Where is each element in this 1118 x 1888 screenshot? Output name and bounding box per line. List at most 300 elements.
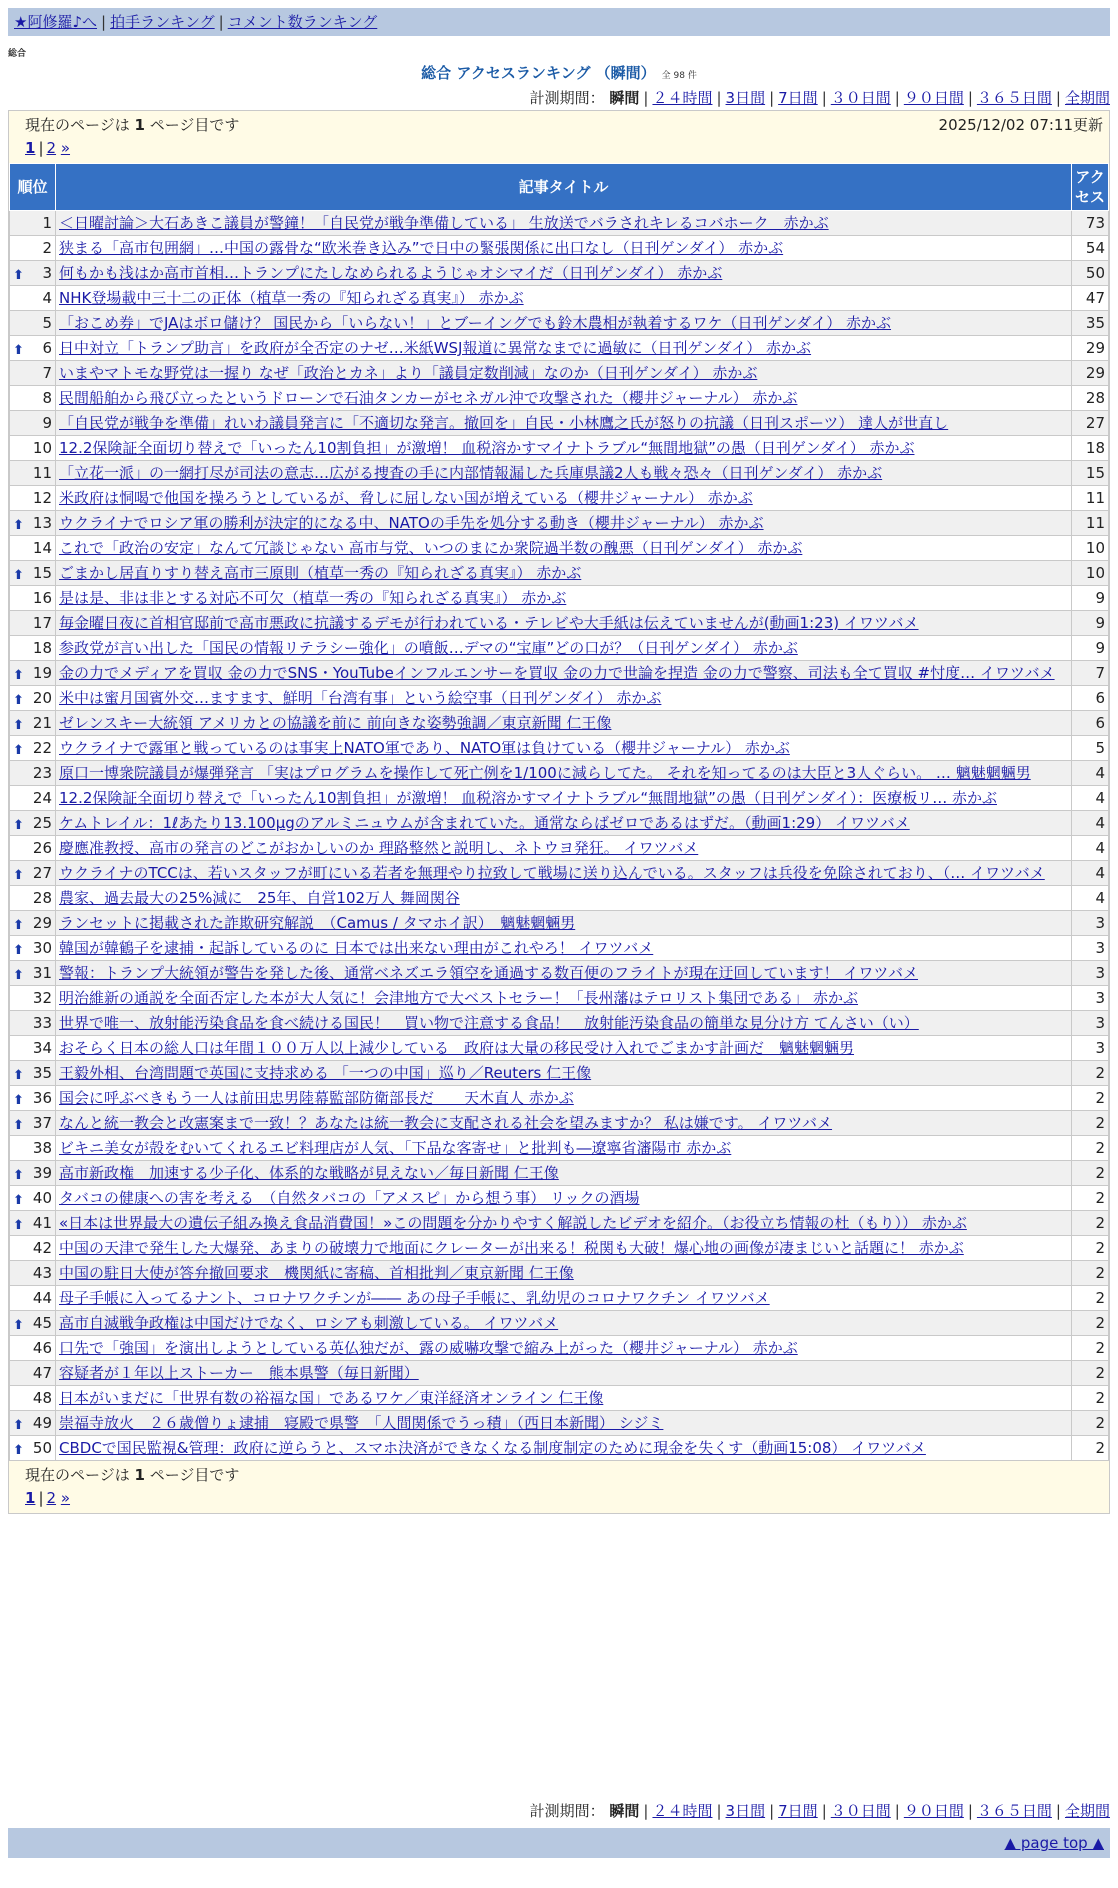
- article-title-link[interactable]: 農家、過去最大の25%減に 25年、自営102万人 舞岡関谷: [59, 889, 460, 907]
- table-row: [10, 536, 1109, 561]
- access-count: 10: [1072, 561, 1109, 586]
- title-cell: [56, 711, 1072, 736]
- rank-number: 32: [32, 989, 52, 1007]
- rank-cell: [10, 1061, 56, 1086]
- period-3d-link[interactable]: 3日間: [725, 89, 766, 107]
- access-count: 29: [1072, 336, 1109, 361]
- rank-cell: [10, 511, 56, 536]
- pager-top: [9, 111, 1109, 163]
- rank-up-arrow-icon: ⬆: [13, 918, 24, 933]
- article-title-link[interactable]: 韓国が韓鶴子を逮捕・起訴しているのに 日本では出来ない理由がこれやろ！ イワツバメ: [59, 939, 654, 957]
- table-row: [10, 1336, 1109, 1361]
- table-row: [10, 736, 1109, 761]
- access-count: 11: [1072, 486, 1109, 511]
- access-count: 3: [1072, 911, 1109, 936]
- article-title-link[interactable]: 参政党が言い出した「国民の情報リテラシー強化」の噴飯…デマの“宝庫”どの口が？（日刊ゲンダイ） 赤かぶ: [59, 639, 798, 657]
- ranking-panel: [8, 110, 1110, 1514]
- page-1-link[interactable]: 1: [25, 139, 36, 157]
- table-row: [10, 411, 1109, 436]
- table-row: [10, 561, 1109, 586]
- title-cell: [56, 686, 1072, 711]
- article-title-link[interactable]: 「立花一派」の一網打尽が司法の意志…広がる捜査の手に内部情報漏した兵庫県議2人も戦々恐々（日刊ゲンダイ） 赤かぶ: [59, 464, 883, 482]
- article-title-link[interactable]: ゼレンスキー大統領 アメリカとの協議を前に 前向きな姿勢強調／東京新聞 仁王像: [59, 714, 612, 732]
- rank-up-arrow-icon: ⬆: [13, 268, 24, 283]
- period-90d-link[interactable]: ９０日間: [903, 1802, 964, 1820]
- table-row: [10, 1361, 1109, 1386]
- period-label: 計測期間：: [529, 89, 605, 107]
- title-cell: [56, 1061, 1072, 1086]
- article-title-link[interactable]: 高市新政権 加速する少子化、体系的な戦略が見えない／毎日新聞 仁王像: [59, 1164, 559, 1182]
- rank-number: 21: [32, 714, 52, 732]
- rank-number: 18: [32, 639, 52, 657]
- nav-separator: |: [218, 13, 224, 31]
- rank-cell: [10, 1086, 56, 1111]
- table-row: [10, 686, 1109, 711]
- rank-cell: [10, 261, 56, 286]
- access-count: 3: [1072, 961, 1109, 986]
- access-count: 73: [1072, 211, 1109, 236]
- access-header: アクセス: [1072, 164, 1109, 211]
- ranking-table-body: [10, 211, 1109, 1461]
- title-cell: [56, 861, 1072, 886]
- rank-header: 順位: [10, 164, 56, 211]
- pager-status: 現在のページは 1 ページ目です: [25, 116, 240, 134]
- access-count: 50: [1072, 261, 1109, 286]
- title-cell: [56, 1336, 1072, 1361]
- title-header: 記事タイトル: [56, 164, 1072, 211]
- rank-cell: [10, 1011, 56, 1036]
- rank-cell: [10, 536, 56, 561]
- period-365d-link[interactable]: ３６５日間: [976, 1802, 1052, 1820]
- access-count: 3: [1072, 1036, 1109, 1061]
- article-title-link[interactable]: 崇福寺放火 ２６歳僧りょ逮捕 寝殿で県警 「人間関係でうっ積」（西日本新聞） シジミ: [59, 1414, 664, 1432]
- title-cell: [56, 736, 1072, 761]
- rank-cell: [10, 411, 56, 436]
- next-page-link[interactable]: »: [60, 139, 71, 157]
- rank-up-arrow-icon: ⬆: [13, 693, 24, 708]
- access-count: 2: [1072, 1361, 1109, 1386]
- rank-cell: [10, 336, 56, 361]
- access-count: 2: [1072, 1261, 1109, 1286]
- article-title-link[interactable]: 毎金曜日夜に首相官邸前で高市悪政に抗議するデモが行われている・テレビや大手紙は伝えていませんが(動画1:23) イワツバメ: [59, 614, 919, 632]
- rank-cell: [10, 1186, 56, 1211]
- table-row: [10, 1161, 1109, 1186]
- access-count: 7: [1072, 661, 1109, 686]
- table-row: [10, 586, 1109, 611]
- title-cell: [56, 936, 1072, 961]
- rank-number: 25: [32, 814, 52, 832]
- rank-cell: [10, 661, 56, 686]
- article-title-link[interactable]: CBDCで国民監視&管理：政府に逆らうと、スマホ決済ができなくなる制度制定のために現金を失くす（動画15:08） イワツバメ: [59, 1439, 926, 1457]
- rank-cell: [10, 911, 56, 936]
- rank-cell: [10, 861, 56, 886]
- rank-number: 44: [32, 1289, 52, 1307]
- rank-number: 17: [32, 614, 52, 632]
- table-row: [10, 286, 1109, 311]
- table-row: [10, 711, 1109, 736]
- article-title-link[interactable]: 母子手帳に入ってるナント、コロナワクチンが―― あの母子手帳に、乳幼児のコロナワクチン イワツバメ: [59, 1289, 770, 1307]
- period-24h-link[interactable]: ２４時間: [652, 1802, 713, 1820]
- title-cell: [56, 986, 1072, 1011]
- article-title-link[interactable]: いまやマトモな野党は一握り なぜ「政治とカネ」より「議員定数削減」なのか（日刊ゲンダイ） 赤かぶ: [59, 364, 758, 382]
- period-3d-link[interactable]: 3日間: [725, 1802, 766, 1820]
- rank-cell: [10, 461, 56, 486]
- article-title-link[interactable]: 12.2保険証全面切り替えで「いったん10割負担」が激増！ 血税溶かすマイナトラブル“無間地獄”の愚（日刊ゲンダイ） 赤かぶ: [59, 439, 915, 457]
- article-title-link[interactable]: 慶應准教授、高市の発言のどこがおかしいのか 理路整然と説明し、ネトウヨ発狂。 イワツバメ: [59, 839, 699, 857]
- rank-number: 8: [42, 389, 52, 407]
- title-cell: [56, 536, 1072, 561]
- access-count: 2: [1072, 1086, 1109, 1111]
- article-title-link[interactable]: 金の力でメディアを買収 金の力でSNS・YouTubeインフルエンサーを買収 金の力で世論を捏造 金の力で警察、司法も全て買収 #忖度… イワツバメ: [59, 664, 1055, 682]
- access-count: 27: [1072, 411, 1109, 436]
- title-cell: [56, 836, 1072, 861]
- access-count: 3: [1072, 1011, 1109, 1036]
- title-cell: [56, 961, 1072, 986]
- table-header-row: [10, 164, 1109, 211]
- article-title-link[interactable]: 容疑者が１年以上ストーカー 熊本県警（毎日新聞）: [59, 1364, 419, 1382]
- article-title-link[interactable]: 明治維新の通説を全面否定した本が大人気に！会津地方で大ベストセラー！「長州藩はテロリスト集団である」 赤かぶ: [59, 989, 859, 1007]
- title-cell: [56, 636, 1072, 661]
- period-current: 瞬間: [609, 89, 640, 107]
- rank-number: 15: [32, 564, 52, 582]
- rank-number: 33: [32, 1014, 52, 1032]
- article-title-link[interactable]: NHK登場載中三十二の正体（植草一秀の『知られざる真実』） 赤かぶ: [59, 289, 524, 307]
- period-all-link[interactable]: 全期間: [1064, 1802, 1110, 1820]
- article-title-link[interactable]: 王毅外相、台湾問題で英国に支持求める 「一つの中国」巡り／Reuters 仁王像: [59, 1064, 592, 1082]
- article-title-link[interactable]: 日中対立「トランプ助言」を政府が全否定のナゼ…米紙WSJ報道に異常なまでに過敏に（日刊ゲンダイ） 赤かぶ: [59, 339, 812, 357]
- rank-cell: [10, 1286, 56, 1311]
- rank-number: 6: [42, 339, 52, 357]
- article-title-link[interactable]: ウクライナのTCCは、若いスタッフが町にいる若者を無理やり拉致して戦場に送り込んでいる。スタッフは兵役を免除されており、（… イワツバメ: [59, 864, 1045, 882]
- title-cell: [56, 286, 1072, 311]
- access-count: 2: [1072, 1436, 1109, 1461]
- pager-numbers: 1 | 2 »: [25, 1489, 71, 1507]
- rank-up-arrow-icon: ⬆: [13, 968, 24, 983]
- article-title-link[interactable]: ケムトレイル：1ℓあたり13.100μgのアルミニュウムが含まれていた。通常ならばゼロであるはずだ。（動画1:29） イワツバメ: [59, 814, 910, 832]
- table-row: [10, 786, 1109, 811]
- access-count: 47: [1072, 286, 1109, 311]
- table-row: [10, 361, 1109, 386]
- access-count: 2: [1072, 1161, 1109, 1186]
- title-cell: [56, 336, 1072, 361]
- rank-cell: [10, 986, 56, 1011]
- rank-up-arrow-icon: ⬆: [13, 1193, 24, 1208]
- rank-number: 14: [32, 539, 52, 557]
- title-cell: [56, 486, 1072, 511]
- access-count: 15: [1072, 461, 1109, 486]
- rank-cell: [10, 236, 56, 261]
- period-current: 瞬間: [609, 1802, 640, 1820]
- rank-number: 35: [32, 1064, 52, 1082]
- rank-cell: [10, 1211, 56, 1236]
- article-title-link[interactable]: 何もかも浅はか高市首相…トランプにたしなめられるようじゃオシマイだ（日刊ゲンダイ） 赤かぶ: [59, 264, 723, 282]
- period-365d-link[interactable]: ３６５日間: [976, 89, 1052, 107]
- table-row: [10, 936, 1109, 961]
- page-top-link[interactable]: ▲ page top ▲: [1004, 1834, 1104, 1852]
- rank-number: 42: [32, 1239, 52, 1257]
- rank-up-arrow-icon: ⬆: [13, 1218, 24, 1233]
- rank-cell: [10, 786, 56, 811]
- rank-up-arrow-icon: ⬆: [13, 718, 24, 733]
- article-title-link[interactable]: 是は是、非は非とする対応不可欠（植草一秀の『知られざる真実』） 赤かぶ: [59, 589, 567, 607]
- rank-number: 27: [32, 864, 52, 882]
- table-row: [10, 986, 1109, 1011]
- table-row: [10, 911, 1109, 936]
- title-cell: [56, 1411, 1072, 1436]
- title-cell: [56, 886, 1072, 911]
- rank-up-arrow-icon: ⬆: [13, 1118, 24, 1133]
- rank-cell: [10, 1436, 56, 1461]
- title-cell: [56, 586, 1072, 611]
- title-cell: [56, 361, 1072, 386]
- table-row: [10, 1036, 1109, 1061]
- rank-up-arrow-icon: ⬆: [13, 1068, 24, 1083]
- period-7d-link[interactable]: 7日間: [778, 89, 818, 107]
- title-cell: [56, 1136, 1072, 1161]
- rank-number: 30: [32, 939, 52, 957]
- table-row: [10, 1136, 1109, 1161]
- period-90d-link[interactable]: ９０日間: [903, 89, 964, 107]
- rank-cell: [10, 836, 56, 861]
- rank-number: 3: [42, 264, 52, 282]
- clap-ranking-link[interactable]: 拍手ランキング: [110, 13, 215, 31]
- title-cell: [56, 436, 1072, 461]
- title-cell: [56, 1311, 1072, 1336]
- table-row: [10, 1061, 1109, 1086]
- title-cell: [56, 411, 1072, 436]
- title-cell: [56, 386, 1072, 411]
- article-title-link[interactable]: 12.2保険証全面切り替えで「いったん10割負担」が激増！ 血税溶かすマイナトラブル“無間地獄”の愚（日刊ゲンダイ）：医療板リ… 赤かぶ: [59, 789, 997, 807]
- rank-number: 41: [32, 1214, 52, 1232]
- rank-number: 46: [32, 1339, 52, 1357]
- article-title-link[interactable]: 中国の駐日大使が答弁撤回要求 機関紙に寄稿、首相批判／東京新聞 仁王像: [59, 1264, 574, 1282]
- home-link[interactable]: ★阿修羅♪へ: [14, 13, 98, 31]
- rank-number: 1: [42, 214, 52, 232]
- article-title-link[interactable]: 米政府は恫喝で他国を操ろうとしているが、脅しに屈しない国が増えている（櫻井ジャーナル） 赤かぶ: [59, 489, 753, 507]
- rank-cell: [10, 311, 56, 336]
- table-row: [10, 861, 1109, 886]
- title-cell: [56, 1186, 1072, 1211]
- rank-cell: [10, 761, 56, 786]
- rank-number: 5: [42, 314, 52, 332]
- rank-cell: [10, 961, 56, 986]
- rank-number: 50: [32, 1439, 52, 1457]
- rank-number: 49: [32, 1414, 52, 1432]
- rank-cell: [10, 1136, 56, 1161]
- rank-cell: [10, 1336, 56, 1361]
- rank-up-arrow-icon: ⬆: [13, 1443, 24, 1458]
- period-all-link[interactable]: 全期間: [1064, 89, 1110, 107]
- rank-number: 40: [32, 1189, 52, 1207]
- access-count: 28: [1072, 386, 1109, 411]
- rank-up-arrow-icon: ⬆: [13, 668, 24, 683]
- rank-number: 12: [32, 489, 52, 507]
- table-row: [10, 1186, 1109, 1211]
- access-count: 4: [1072, 861, 1109, 886]
- rank-up-arrow-icon: ⬆: [13, 518, 24, 533]
- title-cell: [56, 611, 1072, 636]
- access-count: 54: [1072, 236, 1109, 261]
- rank-cell: [10, 936, 56, 961]
- rank-cell: [10, 711, 56, 736]
- access-count: 2: [1072, 1386, 1109, 1411]
- access-count: 35: [1072, 311, 1109, 336]
- period-30d-link[interactable]: ３０日間: [830, 89, 891, 107]
- table-row: [10, 1086, 1109, 1111]
- title-cell: [56, 1286, 1072, 1311]
- article-title-link[interactable]: 世界で唯一、放射能汚染食品を食べ続ける国民！ 買い物で注意する食品！ 放射能汚染食品の簡単な見分け方 てんさい（い）: [59, 1014, 919, 1032]
- page-title-row: [0, 62, 1118, 83]
- access-count: 2: [1072, 1286, 1109, 1311]
- table-row: [10, 1411, 1109, 1436]
- title-cell: [56, 1236, 1072, 1261]
- article-title-link[interactable]: «日本は世界最大の遺伝子組み換え食品消費国！»この問題を分かりやすく解説したビデオを紹介。（お役立ち情報の杜（もり）） 赤かぶ: [59, 1214, 967, 1232]
- access-count: 2: [1072, 1186, 1109, 1211]
- access-count: 2: [1072, 1136, 1109, 1161]
- rank-cell: [10, 1111, 56, 1136]
- article-title-link[interactable]: 米中は蜜月国賓外交…ますます、鮮明「台湾有事」という絵空事（日刊ゲンダイ） 赤かぶ: [59, 689, 662, 707]
- rank-number: 24: [32, 789, 52, 807]
- article-title-link[interactable]: 「自民党が戦争を準備」れいわ議員発言に「不適切な発言。撤回を」自民・小林鷹之氏が怒りの抗議（日刊スポーツ） 達人が世直し: [59, 414, 949, 432]
- rank-number: 13: [32, 514, 52, 532]
- rank-number: 23: [32, 764, 52, 782]
- table-row: [10, 236, 1109, 261]
- rank-cell: [10, 611, 56, 636]
- article-title-link[interactable]: ビキニ美女が殻をむいてくれるエビ料理店が人気、「下品な客寄せ」と批判も―遼寧省瀋陽市 赤かぶ: [59, 1139, 732, 1157]
- rank-number: 39: [32, 1164, 52, 1182]
- article-title-link[interactable]: タバコの健康への害を考える （自然タバコの「アメスピ」から想う事） リックの酒場: [59, 1189, 640, 1207]
- period-24h-link[interactable]: ２４時間: [652, 89, 713, 107]
- title-cell: [56, 1386, 1072, 1411]
- title-cell: [56, 1111, 1072, 1136]
- rank-up-arrow-icon: ⬆: [13, 1168, 24, 1183]
- top-navigation: [8, 8, 1110, 36]
- title-cell: [56, 1161, 1072, 1186]
- table-row: [10, 1236, 1109, 1261]
- rank-number: 28: [32, 889, 52, 907]
- table-row: [10, 211, 1109, 236]
- access-count: 3: [1072, 986, 1109, 1011]
- article-title-link[interactable]: ＜日曜討論＞大石あきこ議員が警鐘！「自民党が戦争準備している」 生放送でバラされキレるコバホーク 赤かぶ: [59, 214, 829, 232]
- access-count: 2: [1072, 1411, 1109, 1436]
- article-title-link[interactable]: 「おこめ券」でJAはボロ儲け？ 国民から「いらない！」とブーイングでも鈴木農相が執着するワケ（日刊ゲンダイ） 赤かぶ: [59, 314, 892, 332]
- title-cell: [56, 1086, 1072, 1111]
- table-row: [10, 811, 1109, 836]
- page-2-link[interactable]: 2: [46, 1489, 57, 1507]
- title-cell: [56, 1361, 1072, 1386]
- article-title-link[interactable]: これで「政治の安定」なんて冗談じゃない 高市与党、いつのまにか衆院過半数の醜悪（日刊ゲンダイ） 赤かぶ: [59, 539, 803, 557]
- pager-bottom: [9, 1461, 1109, 1513]
- rank-number: 45: [32, 1314, 52, 1332]
- total-count: 全 98 件: [661, 71, 697, 81]
- rank-number: 48: [32, 1389, 52, 1407]
- rank-cell: [10, 1311, 56, 1336]
- rank-up-arrow-icon: ⬆: [13, 743, 24, 758]
- title-cell: [56, 761, 1072, 786]
- pager-status: 現在のページは 1 ページ目です: [25, 1466, 240, 1484]
- rank-number: 38: [32, 1139, 52, 1157]
- rank-up-arrow-icon: ⬆: [13, 568, 24, 583]
- article-title-link[interactable]: 警報：トランプ大統領が警告を発した後、通常ベネズエラ領空を通過する数百便のフライトが現在迂回しています！ イワツバメ: [59, 964, 919, 982]
- article-title-link[interactable]: おそらく日本の総人口は年間１００万人以上減少している 政府は大量の移民受け入れでごまかす計画だ 魑魅魍魎男: [59, 1039, 855, 1057]
- rank-cell: [10, 1161, 56, 1186]
- table-row: [10, 886, 1109, 911]
- title-cell: [56, 311, 1072, 336]
- rank-up-arrow-icon: ⬆: [13, 1418, 24, 1433]
- title-cell: [56, 1211, 1072, 1236]
- rank-up-arrow-icon: ⬆: [13, 943, 24, 958]
- article-title-link[interactable]: ウクライナでロシア軍の勝利が決定的になる中、NATOの手先を処分する動き（櫻井ジャーナル） 赤かぶ: [59, 514, 764, 532]
- rank-cell: [10, 1261, 56, 1286]
- table-row: [10, 311, 1109, 336]
- rank-number: 31: [32, 964, 52, 982]
- access-count: 6: [1072, 686, 1109, 711]
- comment-ranking-link[interactable]: コメント数ランキング: [227, 13, 378, 31]
- access-count: 2: [1072, 1236, 1109, 1261]
- article-title-link[interactable]: 高市自滅戦争政権は中国だけでなく、ロシアも刺激している。 イワツバメ: [59, 1314, 559, 1332]
- rank-number: 11: [32, 464, 52, 482]
- period-7d-link[interactable]: 7日間: [778, 1802, 818, 1820]
- page-1-link[interactable]: 1: [25, 1489, 36, 1507]
- access-count: 5: [1072, 736, 1109, 761]
- rank-number: 2: [42, 239, 52, 257]
- access-count: 9: [1072, 586, 1109, 611]
- table-row: [10, 436, 1109, 461]
- title-cell: [56, 1011, 1072, 1036]
- article-title-link[interactable]: 原口一博衆院議員が爆弾発言 「実はプログラムを操作して死亡例を1/100に減らしてた。 それを知ってるのは大臣と3人ぐらい。 … 魑魅魍魎男: [59, 764, 1031, 782]
- rank-cell: [10, 1236, 56, 1261]
- rank-cell: [10, 436, 56, 461]
- rank-number: 29: [32, 914, 52, 932]
- article-title-link[interactable]: ウクライナで露軍と戦っているのは事実上NATO軍であり、NATO軍は負けている（櫻井ジャーナル） 赤かぶ: [59, 739, 790, 757]
- table-row: [10, 461, 1109, 486]
- next-page-link[interactable]: »: [60, 1489, 71, 1507]
- article-title-link[interactable]: 日本がいまだに「世界有数の裕福な国」であるワケ／東洋経済オンライン 仁王像: [59, 1389, 604, 1407]
- article-title-link[interactable]: 中国の天津で発生した大爆発、あまりの破壊力で地面にクレーターが出来る！税関も大破！爆心地の画像が凄まじいと話題に！ 赤かぶ: [59, 1239, 964, 1257]
- article-title-link[interactable]: 国会に呼ぶべきもう一人は前田忠男陸幕監部防衛部長だ 天木直人 赤かぶ: [59, 1089, 574, 1107]
- table-row: [10, 261, 1109, 286]
- article-title-link[interactable]: 民間船舶から飛び立ったというドローンで石油タンカーがセネガル沖で攻撃された（櫻井ジャーナル） 赤かぶ: [59, 389, 798, 407]
- table-row: [10, 1286, 1109, 1311]
- rank-number: 37: [32, 1114, 52, 1132]
- table-row: [10, 961, 1109, 986]
- title-cell: [56, 1436, 1072, 1461]
- title-cell: [56, 911, 1072, 936]
- table-row: [10, 761, 1109, 786]
- article-title-link[interactable]: なんと統一教会と改憲案まで一致！？あなたは統一教会に支配される社会を望みますか？ 私は嫌です。 イワツバメ: [59, 1114, 833, 1132]
- table-row: [10, 611, 1109, 636]
- access-count: 2: [1072, 1336, 1109, 1361]
- access-count: 4: [1072, 811, 1109, 836]
- access-count: 18: [1072, 436, 1109, 461]
- rank-cell: [10, 636, 56, 661]
- access-count: 4: [1072, 761, 1109, 786]
- title-cell: [56, 1261, 1072, 1286]
- article-title-link[interactable]: ごまかし居直りすり替え高市三原則（植草一秀の『知られざる真実』） 赤かぶ: [59, 564, 582, 582]
- rank-up-arrow-icon: ⬆: [13, 868, 24, 883]
- article-title-link[interactable]: 口先で「強国」を演出しようとしている英仏独だが、露の威嚇攻撃で縮み上がった（櫻井ジャーナル） 赤かぶ: [59, 1339, 798, 1357]
- article-title-link[interactable]: ランセットに掲載された詐欺研究解説 （Camus / タマホイ訳） 魑魅魍魎男: [59, 914, 576, 932]
- access-count: 11: [1072, 511, 1109, 536]
- table-row: [10, 486, 1109, 511]
- period-30d-link[interactable]: ３０日間: [830, 1802, 891, 1820]
- period-label: 計測期間：: [529, 1802, 605, 1820]
- table-row: [10, 1261, 1109, 1286]
- article-title-link[interactable]: 狭まる「高市包囲網」…中国の露骨な“欧米巻き込み”で日中の緊張関係に出口なし（日刊ゲンダイ） 赤かぶ: [59, 239, 784, 257]
- access-count: 9: [1072, 611, 1109, 636]
- page-2-link[interactable]: 2: [46, 139, 57, 157]
- rank-number: 26: [32, 839, 52, 857]
